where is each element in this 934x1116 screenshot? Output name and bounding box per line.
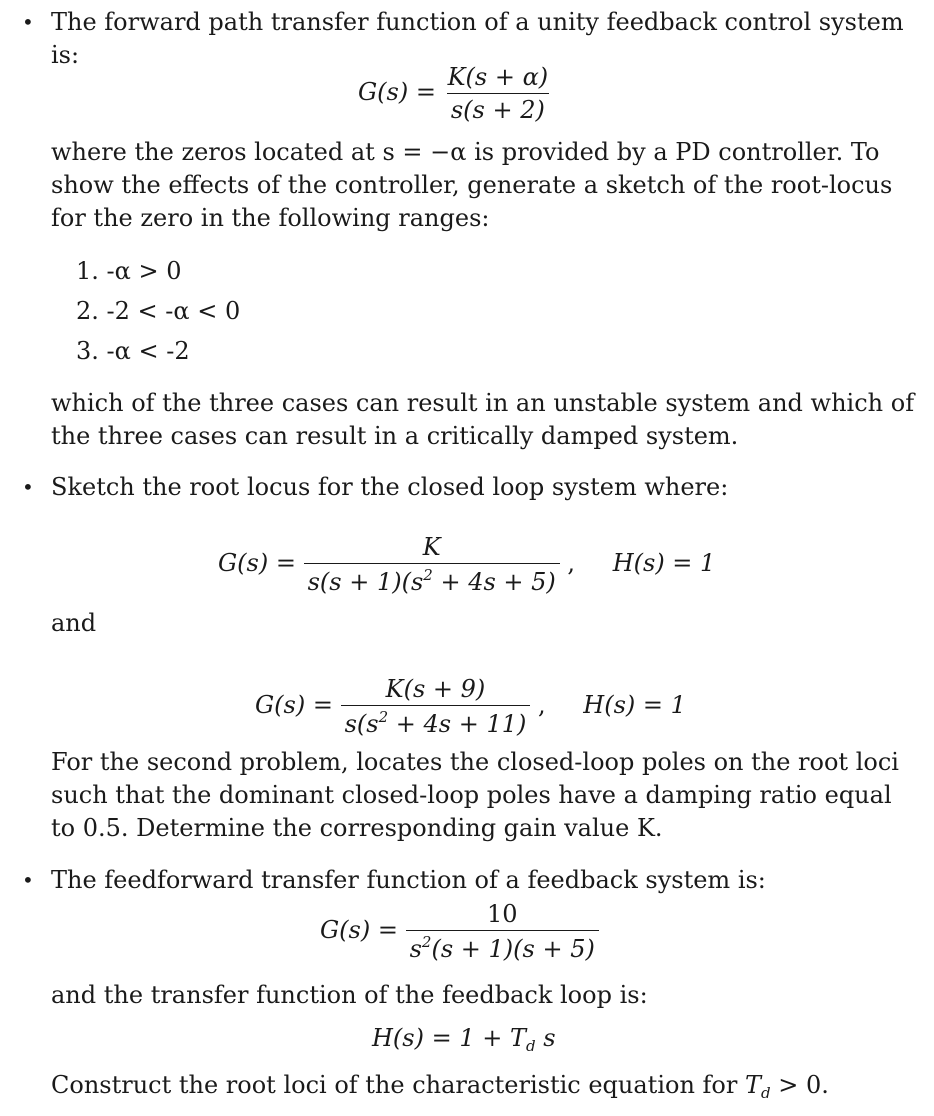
equation-lhs: G(s) = bbox=[358, 78, 436, 106]
problem1-body-line1: where the zeros located at s = −α is provided by a PD controller. To bbox=[51, 138, 880, 166]
equation-fraction bbox=[406, 900, 599, 963]
problem2-equation-1 bbox=[218, 533, 715, 596]
equation-numerator: 10 bbox=[486, 900, 518, 928]
problem2-body-line1: For the second problem, locates the closed-loop poles on the root loci bbox=[51, 748, 899, 776]
problem2-body-line2: such that the dominant closed-loop poles have a damping ratio equal bbox=[51, 781, 892, 809]
problem1-intro-line2: is: bbox=[51, 41, 80, 69]
equation-numerator: K(s + 9) bbox=[385, 675, 486, 703]
feedback-h: H(s) = 1 bbox=[583, 691, 686, 719]
equation-lhs: G(s) = bbox=[320, 916, 398, 944]
problem1-question-line2: the three cases can result in a critically damped system. bbox=[51, 422, 739, 450]
equation-numerator: K bbox=[422, 533, 441, 561]
bullet-3: • bbox=[22, 868, 34, 892]
bullet-1: • bbox=[22, 10, 34, 34]
equation-fraction bbox=[304, 533, 560, 596]
feedback-transfer-equation bbox=[372, 1024, 556, 1055]
problem1-body-line2: show the effects of the controller, generate a sketch of the root-locus bbox=[51, 171, 893, 199]
equation-denominator: $s(s^2 + 4s + 11)$ bbox=[341, 705, 531, 738]
equation-comma: , bbox=[567, 549, 576, 577]
problem1-body-line3: for the zero in the following ranges: bbox=[51, 204, 490, 232]
equation-fraction bbox=[341, 675, 531, 738]
problem3-feedback-intro: and the transfer function of the feedback loop is: bbox=[51, 981, 648, 1009]
problem2-equation-2 bbox=[255, 675, 686, 738]
problem1-intro-line1: The forward path transfer function of a unity feedback control system bbox=[51, 8, 904, 36]
equation-fraction bbox=[444, 63, 553, 124]
equation-numerator: K(s + α) bbox=[447, 63, 549, 91]
problem1-equation bbox=[358, 63, 552, 124]
equation-lhs: G(s) = bbox=[218, 549, 296, 577]
feedback-h: H(s) = 1 bbox=[612, 549, 716, 577]
problem1-question-line1: which of the three cases can result in an unstable system and which of bbox=[51, 389, 915, 417]
equation-comma: , bbox=[538, 691, 546, 719]
problem2-body-line3: to 0.5. Determine the corresponding gain value K. bbox=[51, 814, 663, 842]
equation-lhs: G(s) = bbox=[255, 691, 333, 719]
bullet-2: • bbox=[22, 475, 34, 499]
problem3-intro: The feedforward transfer function of a feedback system is: bbox=[51, 866, 766, 894]
equation-denominator: $s(s + 1)(s^2 + 4s + 5)$ bbox=[304, 563, 560, 596]
problem3-equation bbox=[320, 900, 599, 963]
equation-denominator: $s^2(s + 1)(s + 5)$ bbox=[406, 930, 599, 963]
equation-denominator: s(s + 2) bbox=[447, 93, 549, 124]
range-item-3: 3. -α < -2 bbox=[76, 337, 190, 365]
and-word: and bbox=[51, 609, 97, 637]
problem3-conclusion: Construct the root loci of the characteristic equation for $T_d > 0$. bbox=[51, 1071, 829, 1102]
range-item-2: 2. -2 < -α < 0 bbox=[76, 297, 241, 325]
range-item-1: 1. -α > 0 bbox=[76, 257, 182, 285]
problem2-intro: Sketch the root locus for the closed loop system where: bbox=[51, 473, 729, 501]
h-equation: $H(s) = 1 + T_d$ s bbox=[372, 1024, 556, 1055]
